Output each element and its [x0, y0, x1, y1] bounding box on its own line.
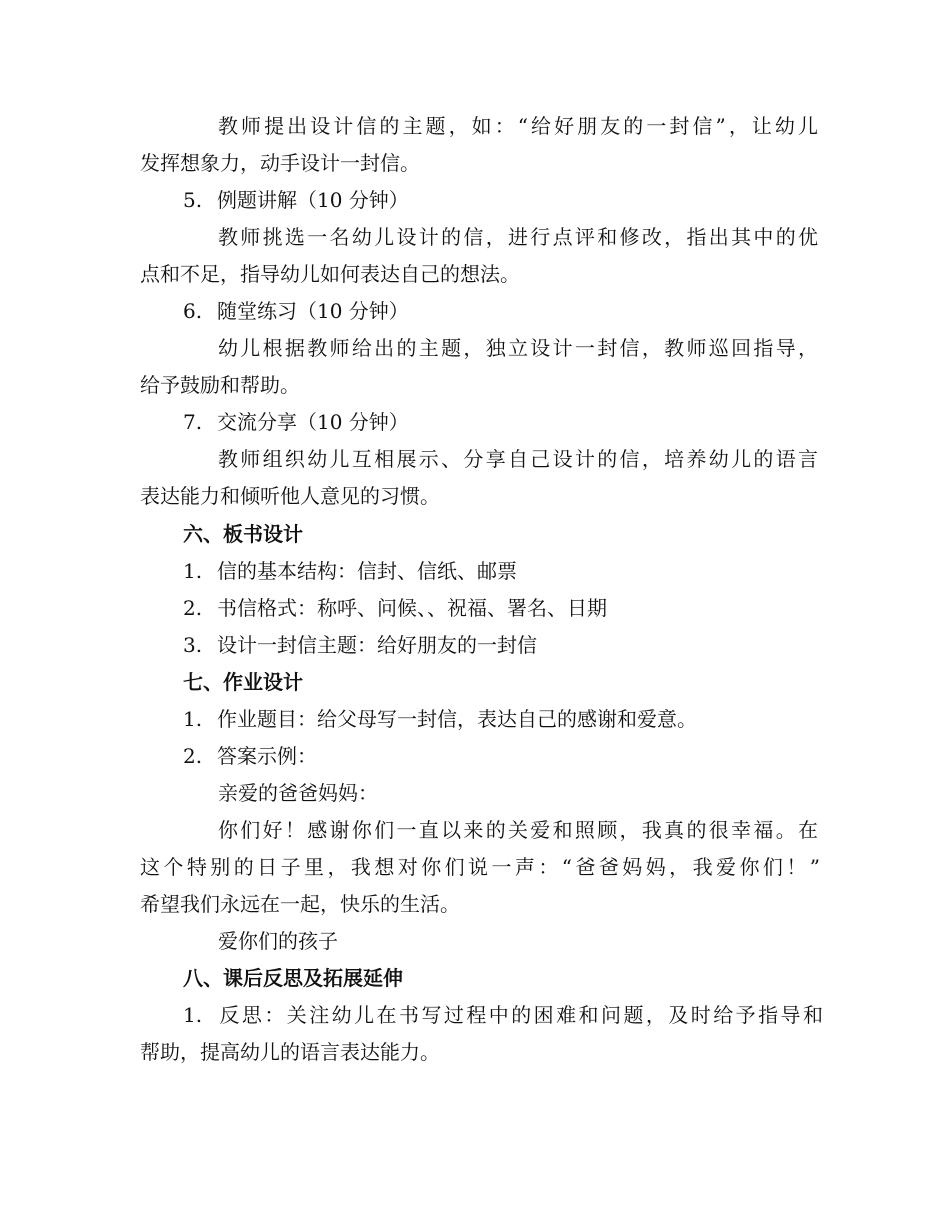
- item-number: 2.: [183, 744, 203, 768]
- paragraph-line: 发挥想象力，动手设计一封信。: [140, 151, 420, 175]
- numbered-item: [183, 557, 823, 585]
- item-number: 1.: [183, 559, 203, 583]
- item-number: 1.: [183, 1003, 203, 1027]
- item-text: 作业题目：给父母写一封信，表达自己的感谢和爱意。: [217, 707, 697, 731]
- section-heading: 六、板书设计: [183, 522, 303, 546]
- numbered-item: [183, 594, 823, 622]
- numbered-item: [183, 742, 823, 770]
- paragraph-line: 幼儿根据教师给出的主题，独立设计一封信，教师巡回指导，: [218, 336, 818, 360]
- item-text: 设计一封信主题：给好朋友的一封信: [217, 633, 537, 657]
- item-number: 1.: [183, 707, 203, 731]
- letter-body-line: 这个特别的日子里，我想对你们说一声：“爸爸妈妈，我爱你们！”: [140, 855, 820, 879]
- letter-signature: 爱你们的孩子: [218, 929, 338, 953]
- item-number: 2.: [183, 596, 203, 620]
- item-number: 3.: [183, 633, 203, 657]
- item-text: 例题讲解（10 分钟）: [217, 188, 409, 212]
- item-number: 7.: [183, 410, 203, 434]
- letter-body-line: 你们好！感谢你们一直以来的关爱和照顾，我真的很幸福。在: [218, 818, 818, 842]
- numbered-item: [183, 1001, 823, 1029]
- numbered-item: [183, 186, 823, 214]
- paragraph-line: 教师组织幼儿互相展示、分享自己设计的信，培养幼儿的语言: [218, 447, 818, 471]
- numbered-item: [183, 631, 823, 659]
- paragraph-line: 点和不足，指导幼儿如何表达自己的想法。: [140, 262, 520, 286]
- item-number: 6.: [183, 299, 203, 323]
- section-heading: 七、作业设计: [183, 670, 303, 694]
- item-text: 信的基本结构：信封、信纸、邮票: [217, 559, 517, 583]
- section-heading: 八、课后反思及拓展延伸: [183, 966, 403, 990]
- item-text: 反思：关注幼儿在书写过程中的困难和问题，及时给予指导和: [217, 1003, 823, 1027]
- paragraph-line: 给予鼓励和帮助。: [140, 373, 300, 397]
- item-text: 书信格式：称呼、问候、、祝福、署名、日期: [217, 596, 607, 620]
- item-text: 随堂练习（10 分钟）: [217, 299, 409, 323]
- item-number: 5.: [183, 188, 203, 212]
- numbered-item: [183, 408, 823, 436]
- numbered-item: [183, 705, 823, 733]
- item-text: 答案示例：: [217, 744, 317, 768]
- paragraph-line: 帮助，提高幼儿的语言表达能力。: [140, 1040, 440, 1064]
- letter-salutation: 亲爱的爸爸妈妈：: [218, 781, 378, 805]
- paragraph-line: 教师挑选一名幼儿设计的信，进行点评和修改，指出其中的优: [218, 225, 818, 249]
- letter-body-line: 希望我们永远在一起，快乐的生活。: [140, 892, 460, 916]
- paragraph-line: 表达能力和倾听他人意见的习惯。: [140, 484, 440, 508]
- paragraph-line: 教师提出设计信的主题，如：“给好朋友的一封信”，让幼儿: [218, 114, 818, 138]
- numbered-item: [183, 297, 823, 325]
- item-text: 交流分享（10 分钟）: [217, 410, 409, 434]
